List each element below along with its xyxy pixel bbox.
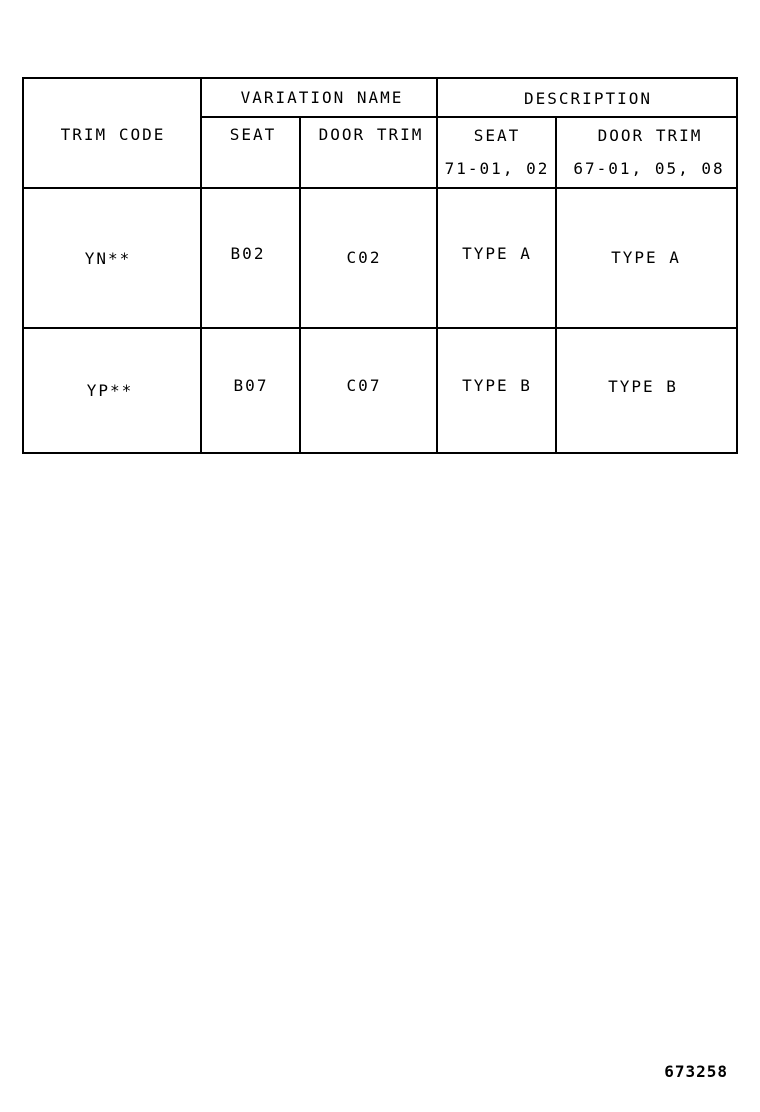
- row2-desc-seat: TYPE B: [462, 376, 532, 395]
- col-divider-desc-seat: [555, 116, 557, 454]
- row1-desc-door-trim: TYPE A: [611, 248, 681, 267]
- row1-trim-code: YN**: [84, 249, 132, 268]
- header-desc-door-trim: DOOR TRIM: [597, 126, 703, 145]
- row2-desc-door-trim: TYPE B: [608, 377, 678, 396]
- header-desc-seat-ref: 71-01, 02: [444, 159, 550, 178]
- header-variation-name: VARIATION NAME: [240, 88, 404, 107]
- header-desc-seat: SEAT: [473, 126, 521, 145]
- row-divider: [22, 327, 738, 329]
- row1-seat: B02: [230, 244, 266, 263]
- row2-door-trim: C07: [346, 376, 382, 395]
- row1-door-trim: C02: [346, 248, 382, 267]
- header-desc-door-trim-ref: 67-01, 05, 08: [573, 159, 725, 178]
- header-vn-seat: SEAT: [229, 125, 277, 144]
- col-divider-trim-code: [200, 77, 202, 454]
- row2-trim-code: YP**: [86, 381, 134, 400]
- row2-seat: B07: [233, 376, 269, 395]
- header-vn-door-trim: DOOR TRIM: [318, 125, 424, 144]
- header-divider: [200, 116, 738, 118]
- col-divider-variation-description: [436, 77, 438, 454]
- table-border-left: [22, 77, 24, 454]
- reference-number: 673258: [664, 1062, 728, 1081]
- header-trim-code: TRIM CODE: [60, 125, 166, 144]
- table-border-top: [22, 77, 738, 79]
- header-bottom-border: [22, 187, 738, 189]
- header-description: DESCRIPTION: [524, 89, 652, 108]
- table-border-right: [736, 77, 738, 454]
- table-border-bottom: [22, 452, 738, 454]
- row1-desc-seat: TYPE A: [462, 244, 532, 263]
- col-divider-vn-seat: [299, 116, 301, 454]
